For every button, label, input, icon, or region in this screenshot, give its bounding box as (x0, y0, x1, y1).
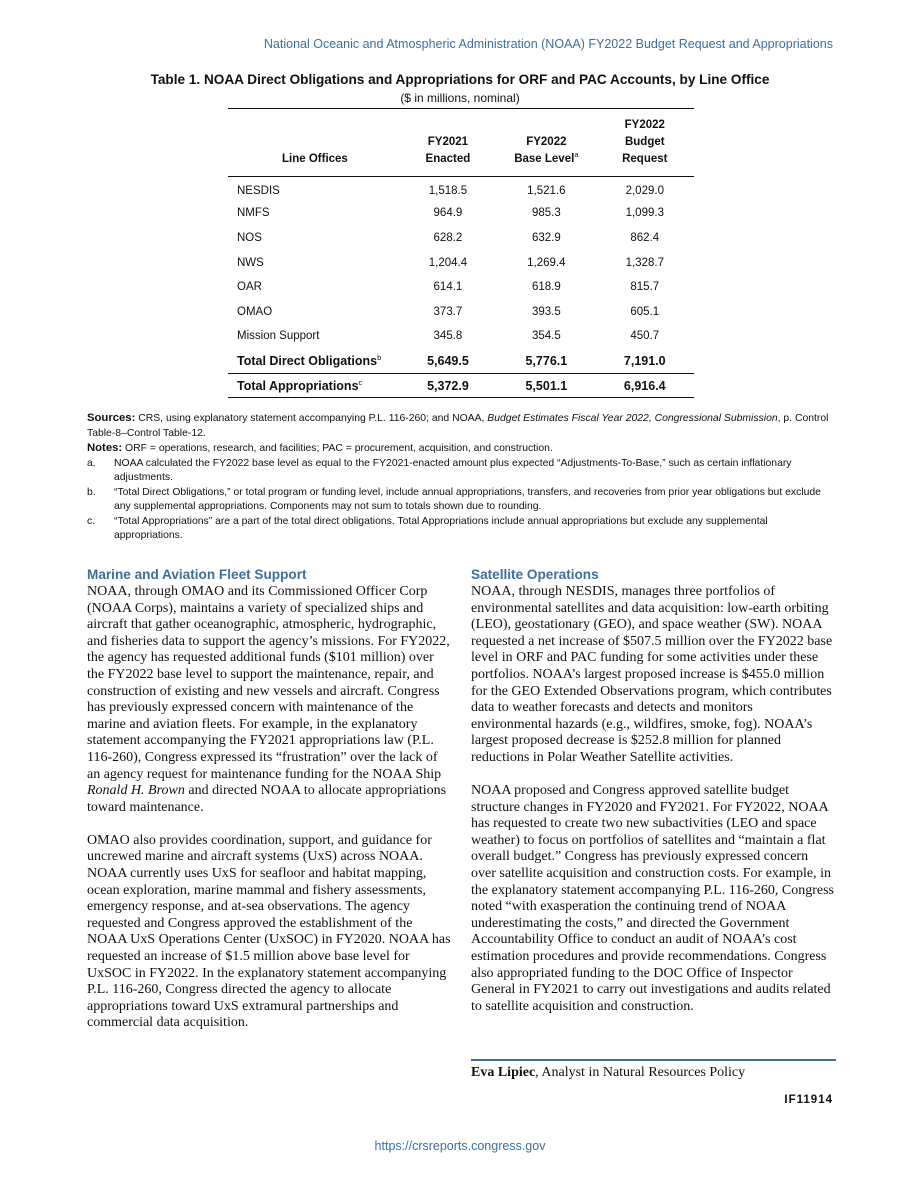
table-row (228, 177, 694, 202)
fy2021-cell: 628.2 (433, 231, 463, 244)
running-header: National Oceanic and Atmospheric Administration (NOAA) FY2022 Budget Request and Appropriations (263, 37, 833, 51)
table-row (228, 324, 694, 349)
header-fy2022-base-level: FY2022 Base Level$^a$ (514, 136, 579, 165)
table-notes (87, 411, 833, 544)
right-column (471, 566, 836, 1015)
footnote-c: c. “Total Appropriations” are a part of the total direct obligations. Total Appropriations include annual appropriations but exclude any supplemental appropriations. (87, 515, 768, 541)
total-obligations-request: 7,191.0 (623, 353, 666, 368)
abbreviations-note: Notes: ORF = operations, research, and facilities; PAC = procurement, acquisition, and construction. (87, 442, 553, 454)
total-obligations-fy2021: 5,649.5 (427, 353, 469, 368)
total-appropriations-row (228, 373, 694, 398)
satellite-paragraph-2: NOAA proposed and Congress approved satellite budget structure changes in FY2020 and FY2021. For FY2022, NOAA has requested to create two new subactivities (LEO and space weather) to focus on portfolios of satellites and “maintain a flat overall budget.” Congress has previously expressed concern over satellite acquisition and construction costs. For example, in the explanatory statement accompanying P.L. 116-260, Congress noted “with exasperation the continuing trend of NOAA underestimating the costs,” and directed the Government Accountability Office to conduct an audit of NOAA’s cost estimation procedures and provide recommendations. Congress also appropriated funding to the DOC Office of Inspector General in FY2021 to carry out investigations and audits related to satellite acquisition and construction. (471, 783, 835, 1014)
request-cell: 1,328.7 (625, 256, 664, 269)
table-header-row (228, 109, 694, 177)
base-cell: 618.9 (531, 281, 561, 294)
fy2021-cell: 964.9 (433, 207, 463, 220)
fleet-paragraph-1: NOAA, through OMAO and its Commissioned Officer Corp (NOAA Corps), maintains a variety of specialized ships and aircraft that gather oceanographic, atmospheric, hydrographic, and fisheries data to support the agency’s missions. For FY2022, the agency has requested additional funds ($101 million) over the FY2022 base level to support the maintenance, repair, and construction of existing and new vessels and aircraft. Congress has previously expressed concern with maintenance of the marine and aviation fleets. For example, in the explanatory statement accompanying the FY2021 appropriations law (P.L. 116-260), Congress expressed its “frustration” over the lack of an agency request for maintenance funding for the NOAA Ship Ronald H. Brown and directed NOAA to allocate appropriations toward maintenance. (87, 584, 450, 815)
request-cell: 605.1 (630, 305, 660, 318)
table-row (228, 299, 694, 324)
heading-fleet-support: Marine and Aviation Fleet Support (87, 567, 307, 582)
request-cell: 1,099.3 (625, 207, 664, 220)
table-row (228, 201, 694, 226)
base-cell: 393.5 (531, 305, 561, 318)
total-obligations-label: Total Direct Obligations$^b$ (237, 352, 382, 368)
left-column (87, 566, 452, 1032)
header-line-offices: Line Offices (282, 153, 348, 165)
base-cell: 1,521.6 (527, 185, 566, 198)
request-cell: 2,029.0 (625, 185, 664, 198)
fy2021-cell: 1,204.4 (428, 256, 468, 269)
request-cell: 862.4 (630, 231, 660, 244)
base-cell: 1,269.4 (527, 256, 566, 269)
heading-satellite-operations: Satellite Operations (471, 567, 599, 582)
request-cell: 450.7 (630, 330, 660, 343)
footnote-b: b. “Total Direct Obligations,” or total program or funding level, include annual appropriations, transfers, and recoveries from prior year obligations but exclude any supplemental appropriations. Components may not sum to totals shown due to rounding. (87, 486, 821, 512)
office-cell: OAR (237, 281, 262, 294)
footer-link[interactable]: https://crsreports.congress.gov (374, 1139, 546, 1153)
total-appropriations-fy2021: 5,372.9 (427, 378, 469, 393)
table-title: Table 1. NOAA Direct Obligations and Appropriations for ORF and PAC Accounts, by Line Office (150, 72, 770, 87)
total-direct-obligations-row (228, 349, 694, 374)
document-id: IF11914 (784, 1094, 833, 1106)
budget-table (228, 108, 694, 398)
base-cell: 985.3 (531, 207, 561, 220)
footnote-a: a. NOAA calculated the FY2022 base level as equal to the FY2021-enacted amount plus expected “Adjustments-To-Base,” such as certain inflationary adjustments. (87, 457, 792, 483)
budget-table-container (228, 108, 694, 398)
header-fy2021-enacted: FY2021 Enacted (425, 136, 471, 165)
author-divider (471, 1059, 836, 1061)
header-fy2022-budget-request: FY2022 Budget Request (622, 119, 668, 165)
satellite-paragraph-1: NOAA, through NESDIS, manages three portfolios of environmental satellites and data acquisition: low-earth orbiting (LEO), geostationary (GEO), and space weather (SW). NOAA requested a net increase of $507.5 million over the FY2022 base level in ORF and PAC funding for some activities under these portfolios. NOAA’s largest proposed increase is $455.0 million for the GEO Extended Observations program, which contributes data to weather forecasts and detects and monitors environmental hazards (e.g., wildfires, smoke, fog). NOAA’s largest proposed decrease is $252.8 million for planned reductions in Polar Weather Satellite activities. (471, 584, 833, 765)
total-obligations-base: 5,776.1 (525, 353, 568, 368)
request-cell: 815.7 (630, 281, 660, 294)
office-cell: NOS (237, 231, 262, 244)
table-row (228, 226, 694, 251)
base-cell: 354.5 (531, 330, 561, 343)
office-cell: NWS (237, 256, 264, 269)
fy2021-cell: 614.1 (433, 281, 463, 294)
fleet-paragraph-2: OMAO also provides coordination, support, and guidance for uncrewed marine and aircraft systems (UxS) across NOAA. NOAA currently uses UxS for seafloor and habitat mapping, ocean exploration, marine mammal and fishery assessments, emergency response, and at-sea observations. The agency requested and Congress approved the establishment of the NOAA UxS Operations Center (UxSOC) in FY2020. NOAA has requested an increase of $1.5 million above base level for UxSOC in FY2022. In the explanatory statement accompanying P.L. 116-260, Congress directed the agency to allocate appropriations toward UxS extramural partnerships and commercial data acquisition. (87, 832, 451, 1031)
total-appropriations-request: 6,916.4 (623, 378, 666, 393)
author-credit: Eva Lipiec, Analyst in Natural Resources Policy (471, 1065, 746, 1080)
office-cell: OMAO (237, 305, 273, 318)
fy2021-cell: 373.7 (433, 305, 463, 318)
fy2021-cell: 345.8 (433, 330, 463, 343)
table-row (228, 250, 694, 275)
table-row (228, 275, 694, 300)
sources-note: Sources: CRS, using explanatory statement accompanying P.L. 116-260; and NOAA, Budget Estimates Fiscal Year 2022, Congressional Submission, p. Control Table-8–Control Table-12. (87, 412, 829, 439)
total-appropriations-label: Total Appropriations$^c$ (237, 377, 363, 393)
office-cell: Mission Support (237, 330, 320, 343)
fy2021-cell: 1,518.5 (428, 185, 468, 198)
office-cell: NMFS (237, 207, 270, 220)
table-subtitle: ($ in millions, nominal) (400, 91, 520, 105)
total-appropriations-base: 5,501.1 (525, 378, 568, 393)
base-cell: 632.9 (531, 231, 561, 244)
office-cell: NESDIS (237, 185, 280, 198)
